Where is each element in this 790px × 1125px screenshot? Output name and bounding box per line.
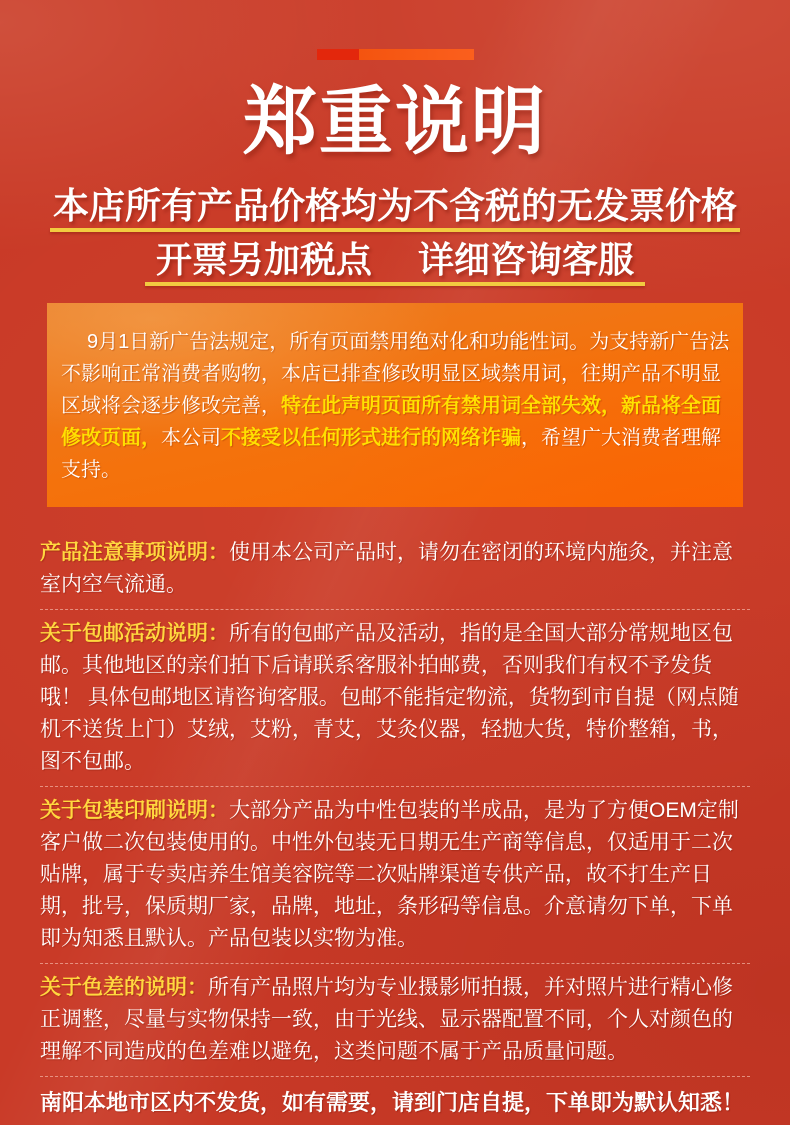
explanation-sections bbox=[0, 537, 790, 1118]
accent-bar-orange-segment bbox=[359, 49, 474, 60]
section-heading: 关于包邮活动说明： bbox=[40, 622, 229, 645]
accent-bar-red-segment bbox=[317, 49, 359, 60]
section-product-precautions bbox=[40, 537, 750, 610]
section-heading: 关于色差的说明： bbox=[40, 976, 208, 999]
statement-page bbox=[0, 49, 790, 1125]
advertising-law-notice-text bbox=[61, 326, 731, 486]
notice-segment-highlight: 特在此声明页面所有禁用词全部失效，新品将全面修改页面， bbox=[61, 395, 721, 449]
notice-segment-highlight: 不接受以任何形式进行的网络诈骗 bbox=[221, 427, 521, 449]
section-heading: 产品注意事项说明： bbox=[40, 541, 229, 564]
section-body: 所有的包邮产品及活动，指的是全国大部分常规地区包邮。其他地区的亲们拍下后请联系客服补拍邮费，否则我们有权不予发货哦！ 具体包邮地区请咨询客服。包邮不能指定物流，货物到市自提（网点随机不送货上门）艾绒，艾粉，青艾，艾灸仪器，轻抛大货，特价整箱，书，图不包邮。 bbox=[40, 622, 739, 773]
notice-segment-plain: ，希望广大消费者理解支持。 bbox=[61, 427, 721, 481]
subtitle-line-2 bbox=[0, 239, 790, 286]
section-packaging-printing bbox=[40, 795, 750, 964]
header bbox=[0, 49, 790, 286]
section-free-shipping bbox=[40, 618, 750, 787]
local-pickup-notice: 南阳本地市区内不发货，如有需要，请到门店自提，下单即为默认知悉！ bbox=[40, 1090, 745, 1115]
section-color-difference bbox=[40, 972, 750, 1077]
subtitle-underline-1 bbox=[50, 228, 740, 232]
page-title: 郑重说明 bbox=[243, 80, 547, 163]
section-body: 使用本公司产品时，请勿在密闭的环境内施灸，并注意室内空气流通。 bbox=[40, 541, 733, 596]
advertising-law-notice-box bbox=[47, 303, 743, 507]
subtitle-text-2: 开票另加税点 详细咨询客服 bbox=[155, 239, 634, 280]
notice-segment-plain: 9月1日新广告法规定，所有页面禁用绝对化和功能性词。为支持新广告法不影响正常消费者购物，本店已排查修改明显区域禁用词，往期产品不明显区域将会逐步修改完善， bbox=[61, 331, 730, 417]
section-body: 大部分产品为中性包装的半成品，是为了方便OEM定制客户做二次包装使用的。中性外包装无日期无生产商等信息，仅适用于二次贴牌，属于专卖店养生馆美容院等二次贴牌渠道专供产品，故不打生产日期，批号，保质期厂家，品牌，地址，条形码等信息。介意请勿下单，下单即为知悉且默认。产品包装以实物为准。 bbox=[40, 799, 739, 950]
section-body: 所有产品照片均为专业摄影师拍摄，并对照片进行精心修正调整，尽量与实物保持一致，由于光线、显示器配置不同，个人对颜色的理解不同造成的色差难以避免，这类问题不属于产品质量问题。 bbox=[40, 976, 733, 1063]
subtitle-text-1: 本店所有产品价格均为不含税的无发票价格 bbox=[52, 185, 737, 226]
accent-bar bbox=[317, 49, 474, 60]
subtitle-line-1 bbox=[0, 185, 790, 232]
section-heading: 关于包装印刷说明： bbox=[40, 799, 229, 822]
subtitle-underline-2 bbox=[145, 282, 645, 286]
notice-segment-plain: 本公司 bbox=[161, 427, 221, 449]
